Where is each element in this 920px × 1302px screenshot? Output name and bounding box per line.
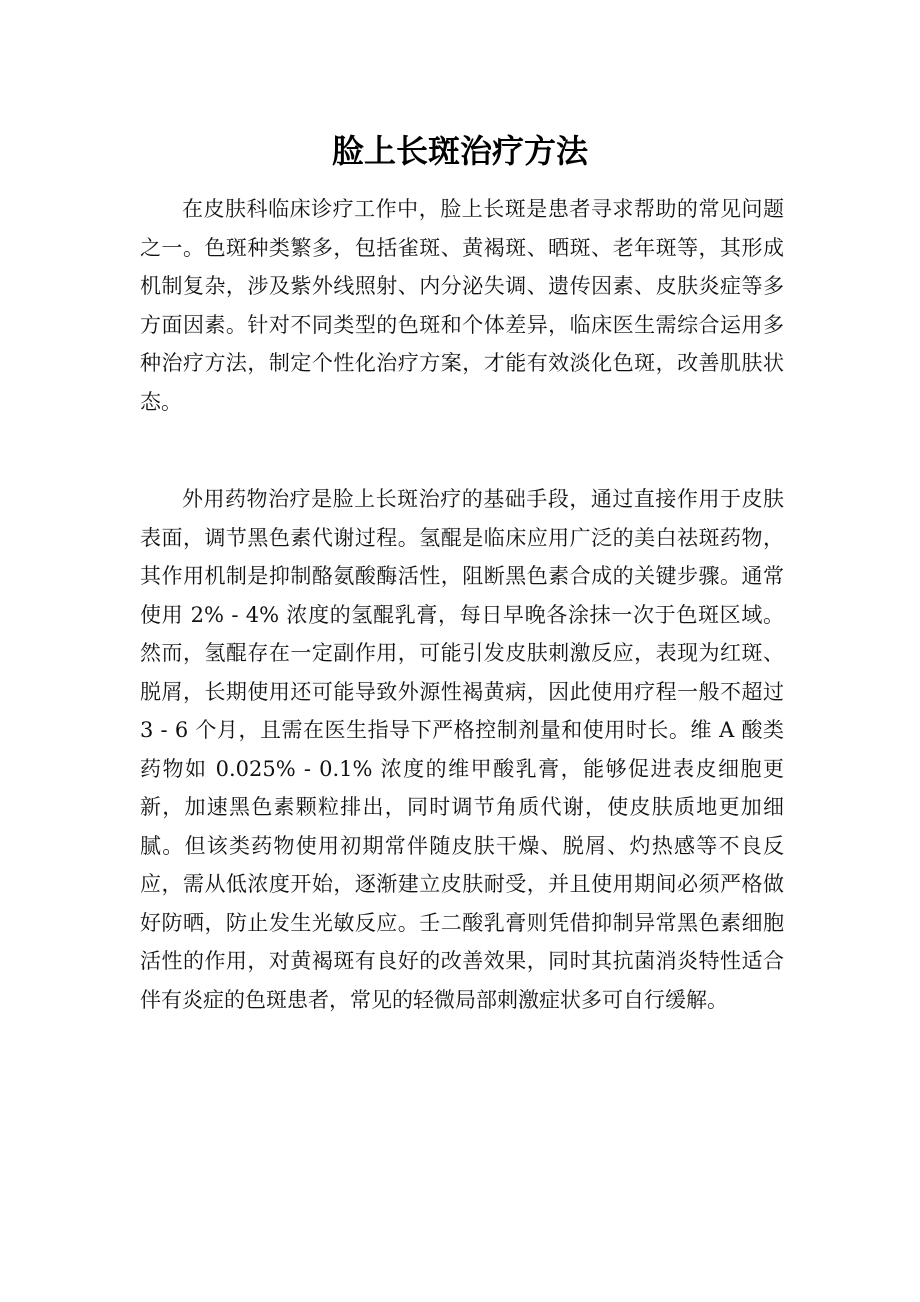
- paragraph-topical-treatment: 外用药物治疗是脸上长斑治疗的基础手段，通过直接作用于皮肤表面，调节黑色素代谢过程。氢醌是临床应用广泛的美白祛斑药物，其作用机制是抑制酪氨酸酶活性，阻断黑色素合成的关键步骤。通常使用 2% - 4% 浓度的氢醌乳膏，每日早晚各涂抹一次于色斑区域。然而，氢醌存在一定副作用，可能引发皮肤刺激反应，表现为红斑、脱屑，长期使用还可能导致外源性褐黄病，因此使用疗程一般不超过 3 - 6 个月，且需在医生指导下严格控制剂量和使用时长。维 A 酸类药物如 0.025% - 0.1% 浓度的维甲酸乳膏，能够促进表皮细胞更新，加速黑色素颗粒排出，同时调节角质代谢，使皮肤质地更加细腻。但该类药物使用初期常伴随皮肤干燥、脱屑、灼热感等不良反应，需从低浓度开始，逐渐建立皮肤耐受，并且使用期间必须严格做好防晒，防止发生光敏反应。壬二酸乳膏则凭借抑制异常黑色素细胞活性的作用，对黄褐斑有良好的改善效果，同时其抗菌消炎特性适合伴有炎症的色斑患者，常见的轻微局部刺激症状多可自行缓解。: [140, 487, 784, 1012]
- document-title: 脸上长斑治疗方法: [331, 132, 588, 170]
- paragraph-intro: 在皮肤科临床诊疗工作中，脸上长斑是患者寻求帮助的常见问题之一。色斑种类繁多，包括雀斑、黄褐斑、晒斑、老年斑等，其形成机制复杂，涉及紫外线照射、内分泌失调、遗传因素、皮肤炎症等多方面因素。针对不同类型的色斑和个体差异，临床医生需综合运用多种治疗方法，制定个性化治疗方案，才能有效淡化色斑，改善肌肤状态。: [140, 197, 784, 414]
